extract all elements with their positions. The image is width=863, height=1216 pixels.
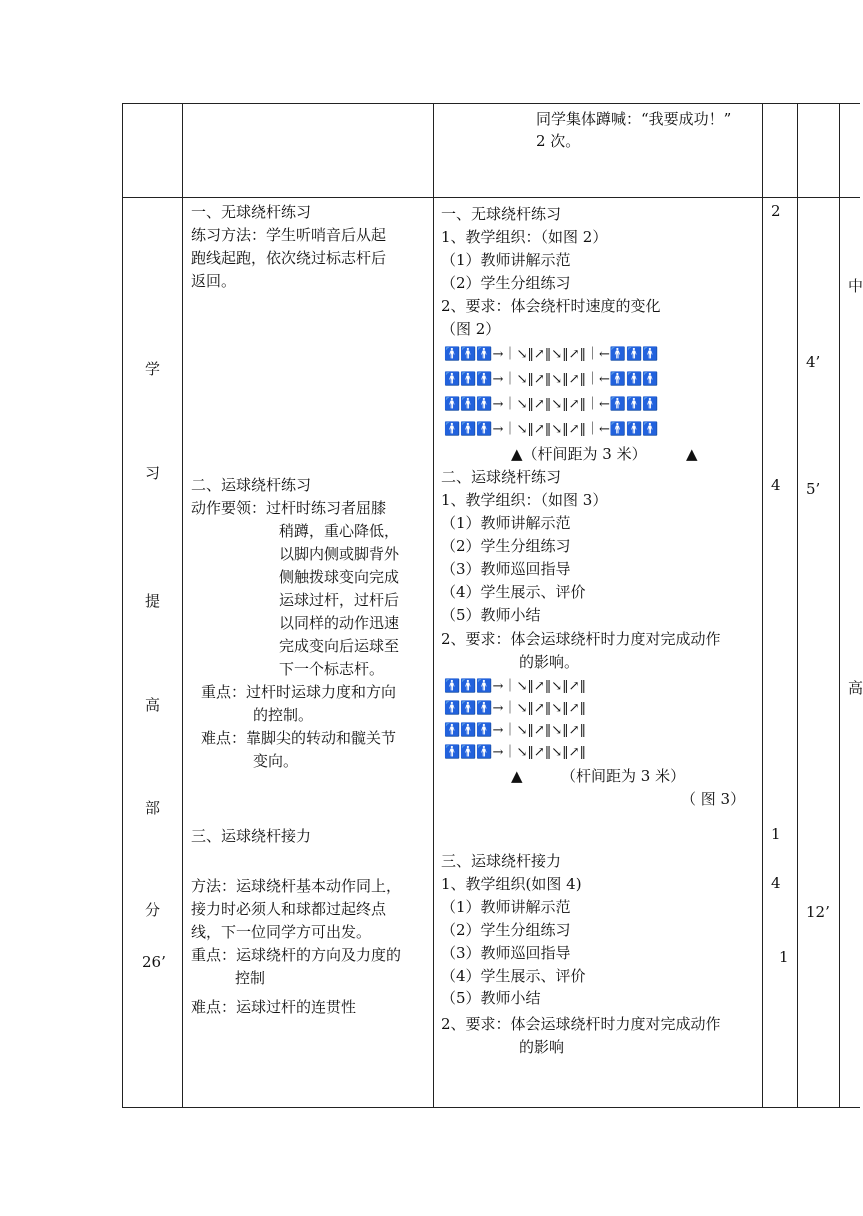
org-line: （1）教师讲解示范 bbox=[441, 898, 571, 916]
org-line: 2、要求：体会绕杆时速度的变化 bbox=[441, 297, 661, 315]
section-char-2: 习 bbox=[145, 464, 161, 482]
content-line: 重点：运球绕杆的方向及力度的 bbox=[191, 946, 402, 964]
section-char-1: 学 bbox=[145, 360, 161, 378]
fig3-diagram-row: 🚹🚹🚹→｜↘‖↗‖↘‖↗‖ bbox=[444, 745, 587, 760]
org-line: （3）教师巡回指导 bbox=[441, 944, 571, 962]
content-line: 控制 bbox=[235, 969, 266, 987]
time-value: 12’ bbox=[806, 903, 830, 921]
section-char-6: 分 bbox=[145, 901, 161, 919]
time-value: 5’ bbox=[806, 480, 821, 498]
content-line: 完成变向后运球至 bbox=[279, 637, 400, 655]
col-border-2 bbox=[182, 103, 183, 1108]
content-line: 跑线起跑，依次绕过标志杆后 bbox=[191, 249, 387, 267]
section-time: 26’ bbox=[142, 953, 166, 971]
org-line: 二、运球绕杆练习 bbox=[441, 468, 562, 486]
content-line: 难点：运球过杆的连贯性 bbox=[191, 998, 357, 1016]
org-line: （2）学生分组练习 bbox=[441, 274, 571, 292]
fig2-caption: ▲（杆间距为 3 米） bbox=[511, 445, 647, 463]
col-border-3 bbox=[433, 103, 434, 1108]
fig2-diagram-row: 🚹🚹🚹→｜↘‖↗‖↘‖↗‖｜←🚹🚹🚹 bbox=[444, 372, 659, 387]
count-value: 2 bbox=[771, 202, 781, 220]
fig3-marker: ▲ bbox=[511, 767, 523, 785]
content-line: 动作要领：过杆时练习者屈膝 bbox=[191, 499, 387, 517]
fig2-diagram-row: 🚹🚹🚹→｜↘‖↗‖↘‖↗‖｜←🚹🚹🚹 bbox=[444, 397, 659, 412]
section-char-3: 提 bbox=[145, 592, 161, 610]
table-top-border bbox=[122, 103, 860, 104]
content-line: 难点：靠脚尖的转动和髋关节 bbox=[201, 729, 397, 747]
col-border-4 bbox=[762, 103, 763, 1108]
org-line: 的影响。 bbox=[519, 653, 580, 671]
org-line: （4）学生展示、评价 bbox=[441, 967, 586, 985]
content-line: 侧触拨球变向完成 bbox=[279, 568, 400, 586]
org-line: 1、教学组织：（如图 2） bbox=[441, 228, 608, 246]
org-line: 2、要求：体会运球绕杆时力度对完成动作 bbox=[441, 1015, 721, 1033]
intensity-value: 高 bbox=[848, 679, 863, 697]
org-line: （2）学生分组练习 bbox=[441, 921, 571, 939]
count-value: 1 bbox=[771, 825, 781, 843]
content-line: 方法：运球绕杆基本动作同上， bbox=[191, 877, 402, 895]
org-line: 2、要求：体会运球绕杆时力度对完成动作 bbox=[441, 630, 721, 648]
content-line: 三、运球绕杆接力 bbox=[191, 827, 312, 845]
intensity-value: 中 bbox=[848, 277, 863, 295]
content-line: 以脚内侧或脚背外 bbox=[279, 545, 400, 563]
org-line: 的影响 bbox=[519, 1038, 565, 1056]
org-line: （1）教师讲解示范 bbox=[441, 514, 571, 532]
org-line: （2）学生分组练习 bbox=[441, 537, 571, 555]
content-line: 变向。 bbox=[253, 752, 299, 770]
content-line: 返回。 bbox=[191, 272, 237, 290]
org-line: （3）教师巡回指导 bbox=[441, 560, 571, 578]
count-value: 4 bbox=[771, 476, 781, 494]
col-border-5 bbox=[797, 103, 798, 1108]
col-border-6 bbox=[839, 103, 840, 1108]
fig3-diagram-row: 🚹🚹🚹→｜↘‖↗‖↘‖↗‖ bbox=[444, 701, 587, 716]
fig3-caption: （杆间距为 3 米） bbox=[561, 767, 686, 785]
fig2-diagram-row: 🚹🚹🚹→｜↘‖↗‖↘‖↗‖｜←🚹🚹🚹 bbox=[444, 347, 659, 362]
content-line: 练习方法：学生听哨音后从起 bbox=[191, 226, 387, 244]
fig3-diagram-row: 🚹🚹🚹→｜↘‖↗‖↘‖↗‖ bbox=[444, 679, 587, 694]
content-line: 二、运球绕杆练习 bbox=[191, 476, 312, 494]
top-row-line-2: 2 次。 bbox=[536, 132, 581, 150]
row-divider bbox=[122, 197, 860, 198]
org-line: （图 2） bbox=[441, 320, 501, 338]
content-line: 的控制。 bbox=[253, 706, 314, 724]
content-line: 下一个标志杆。 bbox=[279, 660, 385, 678]
content-line: 重点：过杆时运球力度和方向 bbox=[201, 683, 397, 701]
org-line: （5）教师小结 bbox=[441, 989, 541, 1007]
count-value: 4 bbox=[771, 874, 781, 892]
top-row-line-1: 同学集体蹲喊：“我要成功！” bbox=[536, 110, 732, 128]
fig2-marker: ▲ bbox=[686, 445, 698, 463]
org-line: （1）教师讲解示范 bbox=[441, 251, 571, 269]
col-border-1 bbox=[122, 103, 123, 1108]
org-line: 三、运球绕杆接力 bbox=[441, 852, 562, 870]
content-line: 以同样的动作迅速 bbox=[279, 614, 400, 632]
table-bottom-border bbox=[122, 1107, 860, 1108]
content-line: 线，下一位同学方可出发。 bbox=[191, 923, 372, 941]
org-line: 1、教学组织：（如图 3） bbox=[441, 491, 608, 509]
content-line: 接力时必须人和球都过起终点 bbox=[191, 900, 387, 918]
section-char-4: 高 bbox=[145, 696, 161, 714]
fig3-diagram-row: 🚹🚹🚹→｜↘‖↗‖↘‖↗‖ bbox=[444, 723, 587, 738]
content-line: 稍蹲，重心降低， bbox=[279, 522, 400, 540]
org-line: （4）学生展示、评价 bbox=[441, 583, 586, 601]
fig3-label: （ 图 3） bbox=[681, 790, 746, 808]
count-value: 1 bbox=[779, 948, 789, 966]
content-line: 一、无球绕杆练习 bbox=[191, 203, 312, 221]
time-value: 4’ bbox=[806, 353, 821, 371]
org-line: （5）教师小结 bbox=[441, 606, 541, 624]
fig2-diagram-row: 🚹🚹🚹→｜↘‖↗‖↘‖↗‖｜←🚹🚹🚹 bbox=[444, 422, 659, 437]
org-line: 1、教学组织(如图 4) bbox=[441, 875, 582, 893]
section-char-5: 部 bbox=[145, 799, 161, 817]
content-line: 运球过杆，过杆后 bbox=[279, 591, 400, 609]
org-line: 一、无球绕杆练习 bbox=[441, 205, 562, 223]
